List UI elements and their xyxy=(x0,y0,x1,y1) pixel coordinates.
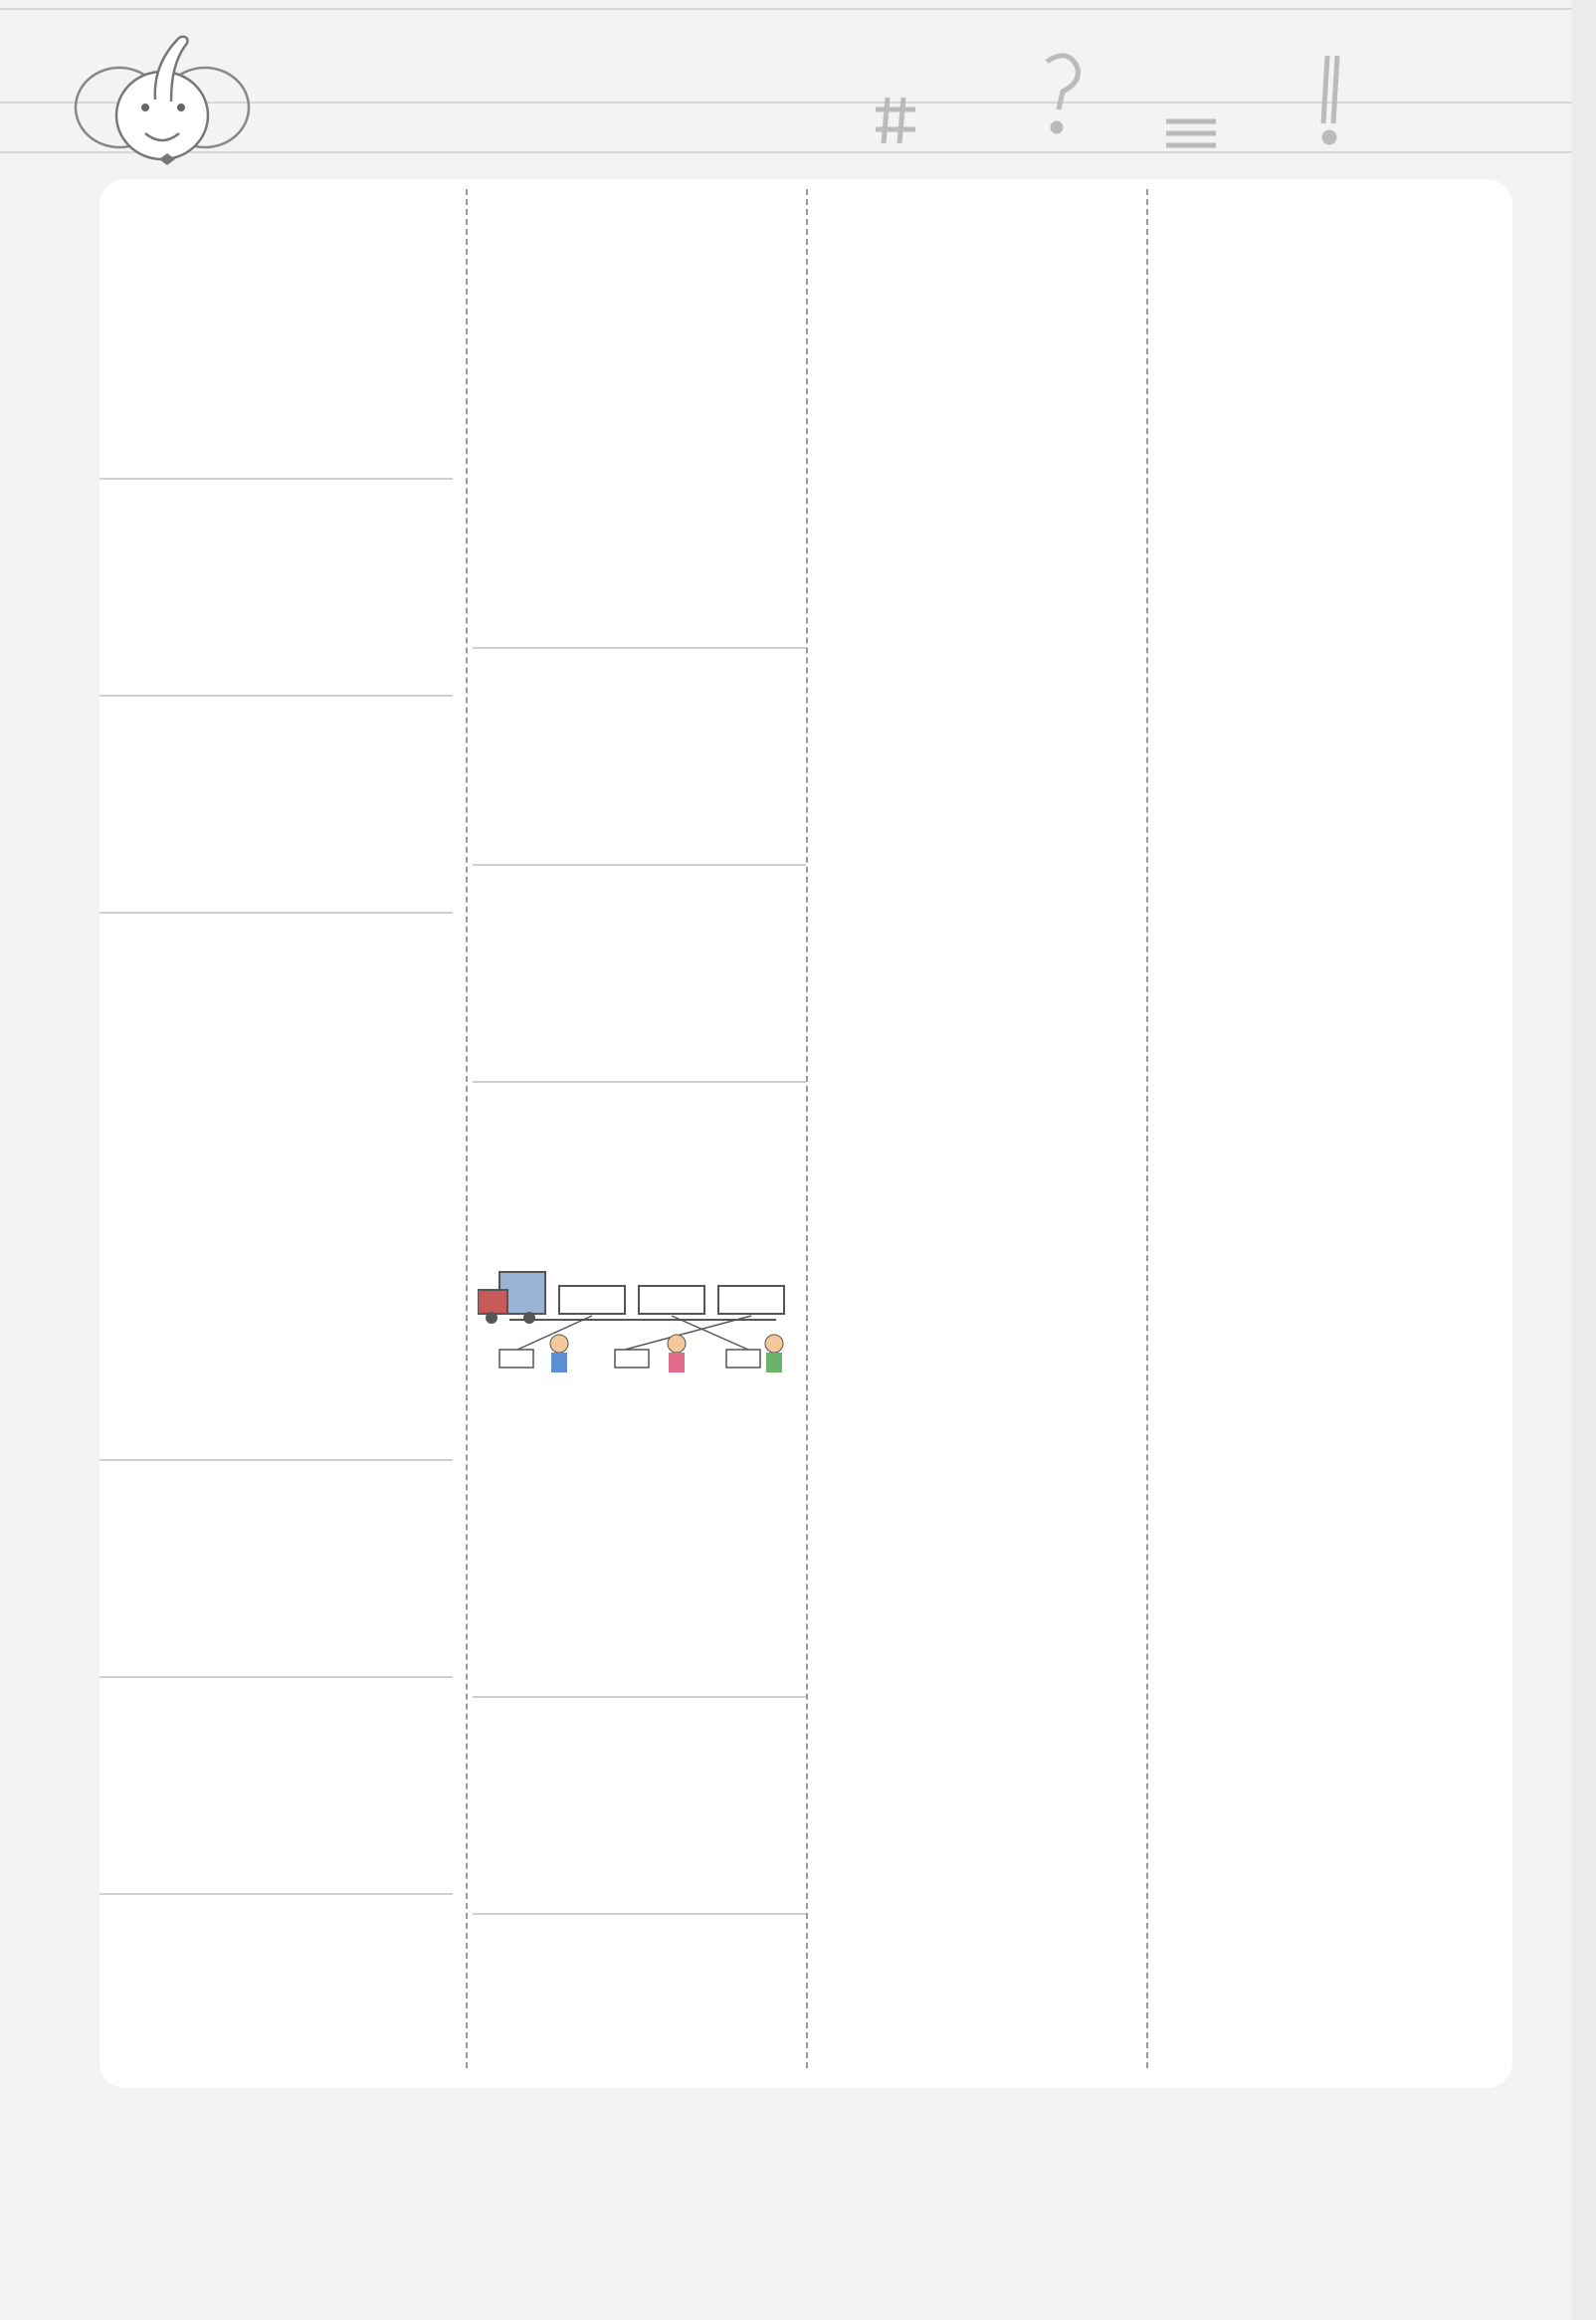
elephant-icon xyxy=(68,30,257,169)
column-divider-2 xyxy=(806,189,808,2068)
answer-row xyxy=(100,2025,453,2069)
answer-row xyxy=(473,1525,806,1569)
answer-row xyxy=(100,653,453,697)
answer-row xyxy=(100,740,453,784)
answer-row xyxy=(100,436,453,480)
answer-row xyxy=(473,191,806,235)
answer-row xyxy=(473,432,806,476)
column-divider-1 xyxy=(466,189,468,2068)
answer-row xyxy=(100,783,453,827)
answer-row xyxy=(100,1505,453,1549)
answer-row xyxy=(100,914,453,957)
page-header xyxy=(0,0,1596,179)
answer-row xyxy=(473,736,806,779)
answer-row xyxy=(100,1678,453,1722)
answer-row xyxy=(100,870,453,914)
answer-row xyxy=(100,1548,453,1591)
answer-row xyxy=(100,610,453,654)
answer-row xyxy=(100,1461,453,1505)
answer-row xyxy=(473,866,806,910)
column-divider-3 xyxy=(1146,189,1148,2068)
answer-row xyxy=(100,1722,453,1766)
answer-row xyxy=(473,476,806,520)
answer-row xyxy=(100,1000,453,1044)
answer-row xyxy=(473,1915,806,1959)
answer-row xyxy=(100,524,453,567)
math-symbols-decoration xyxy=(846,40,1363,169)
answer-row xyxy=(473,649,806,693)
answer-row xyxy=(100,1244,453,1288)
answer-row xyxy=(473,1568,806,1611)
answer-row xyxy=(100,1939,453,1983)
answer-row xyxy=(473,1481,806,1525)
answer-card xyxy=(100,179,1512,2088)
answer-row xyxy=(473,1654,806,1698)
answer-row xyxy=(100,307,453,350)
answer-row xyxy=(100,1591,453,1635)
answer-row xyxy=(100,393,453,437)
answer-row xyxy=(100,480,453,524)
column-3 xyxy=(814,179,1144,2088)
answer-row xyxy=(100,1895,453,1939)
answer-row xyxy=(473,952,806,996)
answer-row xyxy=(100,1331,453,1374)
app-answer-row xyxy=(461,316,766,360)
answer-row xyxy=(473,1742,806,1786)
answer-row xyxy=(100,1374,453,1418)
answer-row xyxy=(100,1417,453,1461)
answer-row xyxy=(473,1039,806,1083)
train-illustration xyxy=(478,1254,796,1375)
answer-row xyxy=(473,1083,806,1127)
column-1 xyxy=(100,179,453,2088)
answer-row xyxy=(473,779,806,823)
answer-row xyxy=(100,1288,453,1332)
answer-row xyxy=(473,1611,806,1655)
answer-row xyxy=(473,1785,806,1828)
answer-row xyxy=(473,1871,806,1915)
answer-row xyxy=(473,822,806,866)
answer-row xyxy=(473,235,806,279)
answer-row xyxy=(100,697,453,740)
answer-row xyxy=(473,562,806,606)
answer-row xyxy=(473,996,806,1040)
column-4 xyxy=(1154,179,1497,2088)
answer-row xyxy=(473,1828,806,1872)
answer-row xyxy=(473,1127,806,1170)
answer-row xyxy=(100,566,453,610)
answer-row xyxy=(100,1851,453,1895)
answer-row xyxy=(100,1634,453,1678)
answer-row xyxy=(100,957,453,1001)
answer-row xyxy=(100,1765,453,1808)
answer-row xyxy=(473,693,806,737)
column-2 xyxy=(473,179,806,2088)
answer-row xyxy=(473,605,806,649)
answer-row xyxy=(100,1982,453,2025)
answer-row xyxy=(100,1808,453,1852)
answer-row xyxy=(473,1959,806,2003)
answer-row xyxy=(100,349,453,393)
answer-row xyxy=(100,263,453,307)
answer-row xyxy=(100,827,453,871)
answer-row xyxy=(473,519,806,562)
answer-row xyxy=(473,1169,806,1213)
answer-row xyxy=(100,1044,453,1088)
answer-row xyxy=(473,1698,806,1742)
answer-row xyxy=(473,910,806,953)
page-edge xyxy=(1572,0,1596,2320)
